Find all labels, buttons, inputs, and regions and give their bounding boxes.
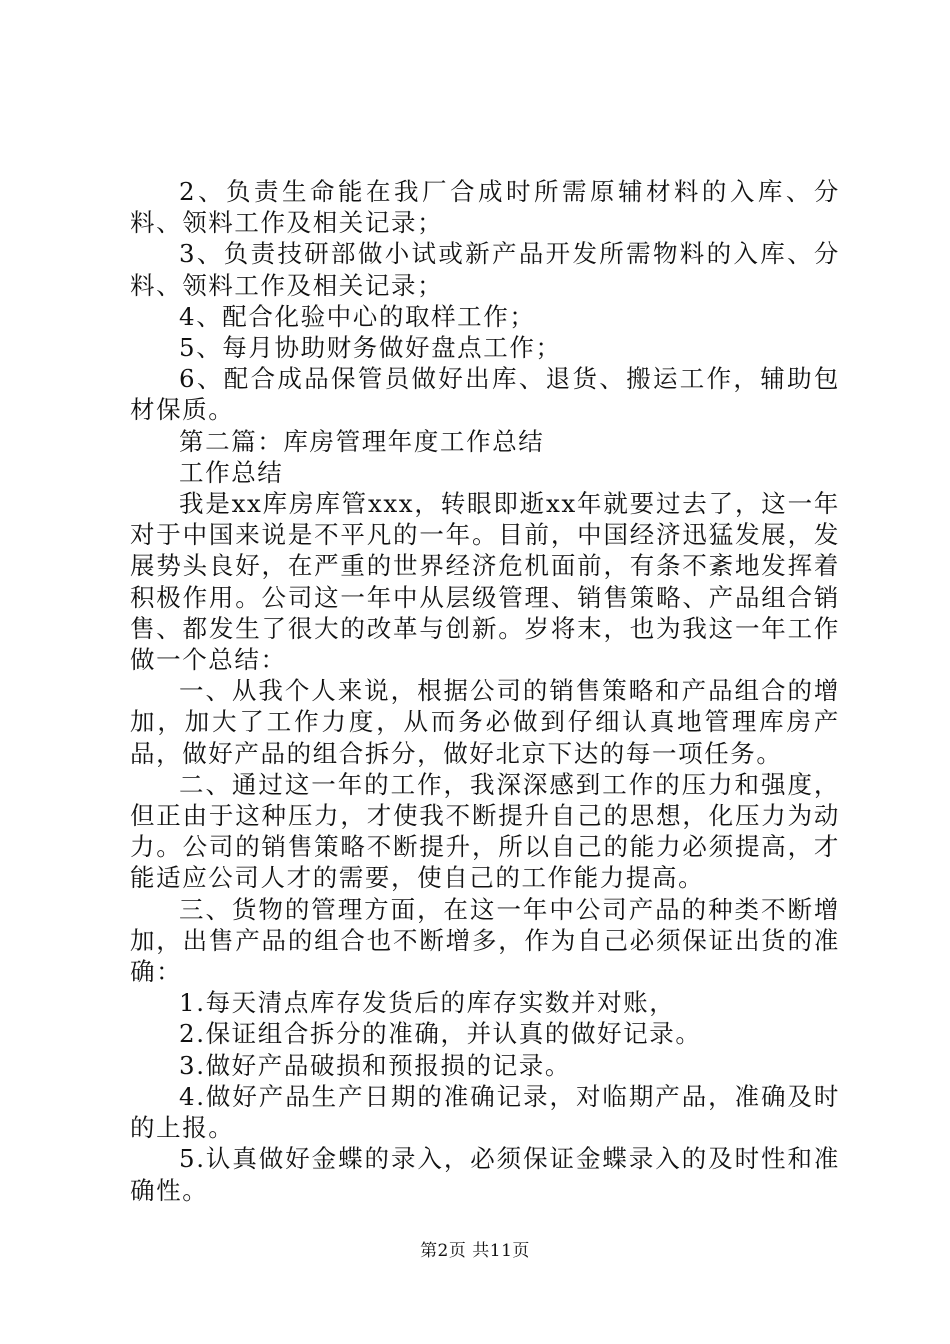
list-item-2: 2.保证组合拆分的准确，并认真的做好记录。: [179, 1019, 702, 1049]
paragraph-item-6: 6、配合成品保管员做好出库、退货、搬运工作，辅助包材保质。: [130, 364, 840, 425]
point-one-paragraph: 一、从我个人来说，根据公司的销售策略和产品组合的增加，加大了工作力度，从而务必做到仔细认真地管理库房产品，做好产品的组合拆分，做好北京下达的每一项任务。: [130, 676, 840, 768]
paragraph-item-4: 4、配合化验中心的取样工作；: [179, 301, 536, 331]
list-item-1: 1.每天清点库存发货后的库存实数并对账，: [179, 988, 676, 1018]
list-item-4: 4.做好产品生产日期的准确记录，对临期产品，准确及时的上报。: [130, 1081, 840, 1143]
intro-paragraph: 我是xx库房库管xxx，转眼即逝xx年就要过去了，这一年对于中国来说是不平凡的一年。目前，中国经济迅猛发展，发展势头良好，在严重的世界经济危机面前，有条不紊地发挥着积极作用。公司这一年中从层级管理、销售策略、产品组合销售、都发生了很大的改革与创新。岁将末，也为我这一年工作做一个总结：: [130, 489, 840, 675]
page-number: 第2页 共11页: [420, 1241, 530, 1261]
paragraph-item-5: 5、每月协助财务做好盘点工作；: [179, 333, 562, 363]
point-three-paragraph: 三、货物的管理方面，在这一年中公司产品的种类不断增加，出售产品的组合也不断增多，作为自己必须保证出货的准确：: [130, 894, 840, 987]
list-item-3: 3.做好产品破损和预报损的记录。: [179, 1050, 571, 1080]
section-heading: 第二篇：库房管理年度工作总结: [179, 426, 545, 456]
section-subtitle: 工作总结: [179, 457, 284, 487]
list-item-5: 5.认真做好金蝶的录入，必须保证金蝶录入的及时性和准确性。: [130, 1144, 840, 1205]
page-footer: [0, 1240, 950, 1262]
paragraph-item-3: 3、负责技研部做小试或新产品开发所需物料的入库、分料、领料工作及相关记录；: [130, 239, 840, 300]
document-body: [130, 176, 840, 1206]
paragraph-item-2: 2、负责生命能在我厂合成时所需原辅材料的入库、分料、领料工作及相关记录；: [130, 177, 840, 238]
point-two-paragraph: 二、通过这一年的工作，我深深感到工作的压力和强度，但正由于这种压力，才使我不断提升自己的思想，化压力为动力。公司的销售策略不断提升，所以自己的能力必须提高，才能适应公司人才的需要，使自己的工作能力提高。: [130, 769, 840, 893]
